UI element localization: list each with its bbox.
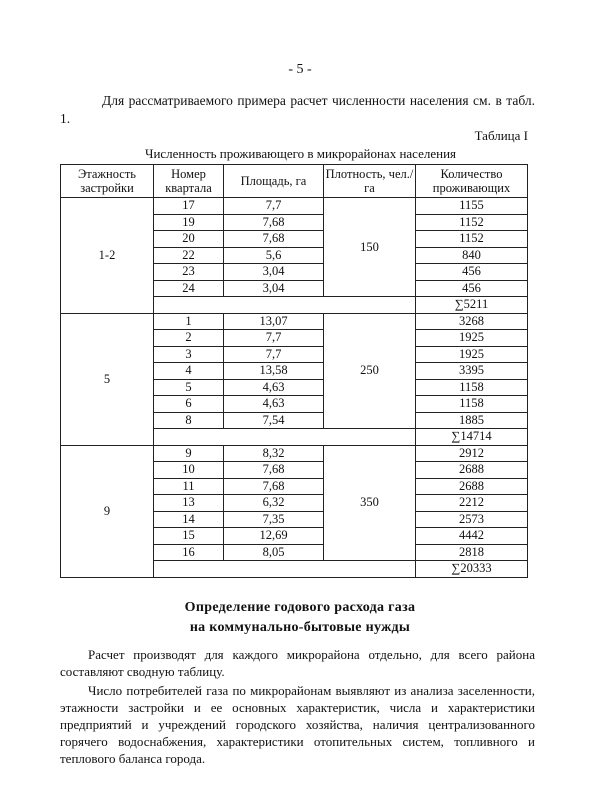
population-cell: 4442 [416, 528, 528, 545]
group-total-cell: ∑14714 [416, 429, 528, 446]
header-population: Количество проживающих [416, 165, 528, 198]
floors-cell: 5 [61, 313, 154, 445]
area-cell: 7,68 [224, 462, 324, 479]
group-total-cell: ∑20333 [416, 561, 528, 578]
block-number-cell: 9 [154, 445, 224, 462]
area-cell: 8,05 [224, 544, 324, 561]
table-row [61, 313, 528, 330]
area-cell: 3,04 [224, 280, 324, 297]
area-cell: 13,07 [224, 313, 324, 330]
block-number-cell: 13 [154, 495, 224, 512]
area-cell: 6,32 [224, 495, 324, 512]
header-density: Плотность, чел./га [324, 165, 416, 198]
header-area: Площадь, га [224, 165, 324, 198]
header-block-number: Номер квартала [154, 165, 224, 198]
area-cell: 7,7 [224, 198, 324, 215]
floors-cell: 1-2 [61, 198, 154, 314]
group-total-cell: ∑5211 [416, 297, 528, 314]
population-cell: 2212 [416, 495, 528, 512]
area-cell: 3,04 [224, 264, 324, 281]
area-cell: 7,7 [224, 330, 324, 347]
population-cell: 1925 [416, 346, 528, 363]
section-heading-line2: на коммунально-бытовые нужды [189, 620, 411, 635]
block-number-cell: 14 [154, 511, 224, 528]
density-cell: 250 [324, 313, 416, 429]
area-cell: 7,35 [224, 511, 324, 528]
area-cell: 7,68 [224, 478, 324, 495]
table-header-row [61, 165, 528, 198]
population-cell: 1152 [416, 214, 528, 231]
table-row [61, 198, 528, 215]
block-number-cell: 10 [154, 462, 224, 479]
area-cell: 4,63 [224, 396, 324, 413]
paragraph-2: Число потребителей газа по микрорайонам выявляют из анализа заселенности, этажности застройки и ее основных характеристик, числа и характеристики предприятий и учреждений городского хозяйства, наличия централизованного горячего водоснабжения, характеристики отопительных систем, топливного и теплового баланса города. [60, 683, 535, 766]
population-cell: 456 [416, 280, 528, 297]
population-cell: 1155 [416, 198, 528, 215]
block-number-cell: 4 [154, 363, 224, 380]
density-cell: 350 [324, 445, 416, 561]
intro-text: Для рассматриваемого примера расчет численности населения см. в табл. 1. [60, 93, 535, 126]
section-heading-line1: Определение годового расхода газа [184, 600, 416, 615]
population-cell: 456 [416, 264, 528, 281]
block-number-cell: 24 [154, 280, 224, 297]
density-cell: 150 [324, 198, 416, 297]
block-number-cell: 5 [154, 379, 224, 396]
block-number-cell: 2 [154, 330, 224, 347]
floors-cell: 9 [61, 445, 154, 577]
population-cell: 2818 [416, 544, 528, 561]
paragraph-1: Расчет производят для каждого микрорайона отдельно, для всего района составляют сводную таблицу. [60, 647, 535, 679]
area-cell: 5,6 [224, 247, 324, 264]
block-number-cell: 23 [154, 264, 224, 281]
table-label: Таблица I [474, 128, 528, 143]
area-cell: 13,58 [224, 363, 324, 380]
population-cell: 2688 [416, 478, 528, 495]
total-blank-cell [154, 561, 416, 578]
area-cell: 7,68 [224, 214, 324, 231]
area-cell: 12,69 [224, 528, 324, 545]
population-cell: 1158 [416, 396, 528, 413]
area-cell: 7,7 [224, 346, 324, 363]
population-table [60, 164, 528, 578]
population-cell: 2573 [416, 511, 528, 528]
population-cell: 1158 [416, 379, 528, 396]
population-cell: 1925 [416, 330, 528, 347]
block-number-cell: 1 [154, 313, 224, 330]
area-cell: 7,54 [224, 412, 324, 429]
block-number-cell: 20 [154, 231, 224, 248]
block-number-cell: 22 [154, 247, 224, 264]
population-cell: 3395 [416, 363, 528, 380]
block-number-cell: 6 [154, 396, 224, 413]
block-number-cell: 8 [154, 412, 224, 429]
total-blank-cell [154, 297, 416, 314]
table-caption: Численность проживающего в микрорайонах населения [145, 146, 457, 161]
area-cell: 7,68 [224, 231, 324, 248]
block-number-cell: 11 [154, 478, 224, 495]
population-cell: 2912 [416, 445, 528, 462]
block-number-cell: 16 [154, 544, 224, 561]
block-number-cell: 3 [154, 346, 224, 363]
area-cell: 8,32 [224, 445, 324, 462]
page-number: - 5 - [288, 62, 312, 77]
table-row [61, 445, 528, 462]
header-floors: Этажность застройки [61, 165, 154, 198]
block-number-cell: 17 [154, 198, 224, 215]
population-cell: 840 [416, 247, 528, 264]
population-cell: 1885 [416, 412, 528, 429]
block-number-cell: 15 [154, 528, 224, 545]
block-number-cell: 19 [154, 214, 224, 231]
population-cell: 2688 [416, 462, 528, 479]
population-cell: 1152 [416, 231, 528, 248]
area-cell: 4,63 [224, 379, 324, 396]
table-body [61, 198, 528, 578]
total-blank-cell [154, 429, 416, 446]
population-cell: 3268 [416, 313, 528, 330]
